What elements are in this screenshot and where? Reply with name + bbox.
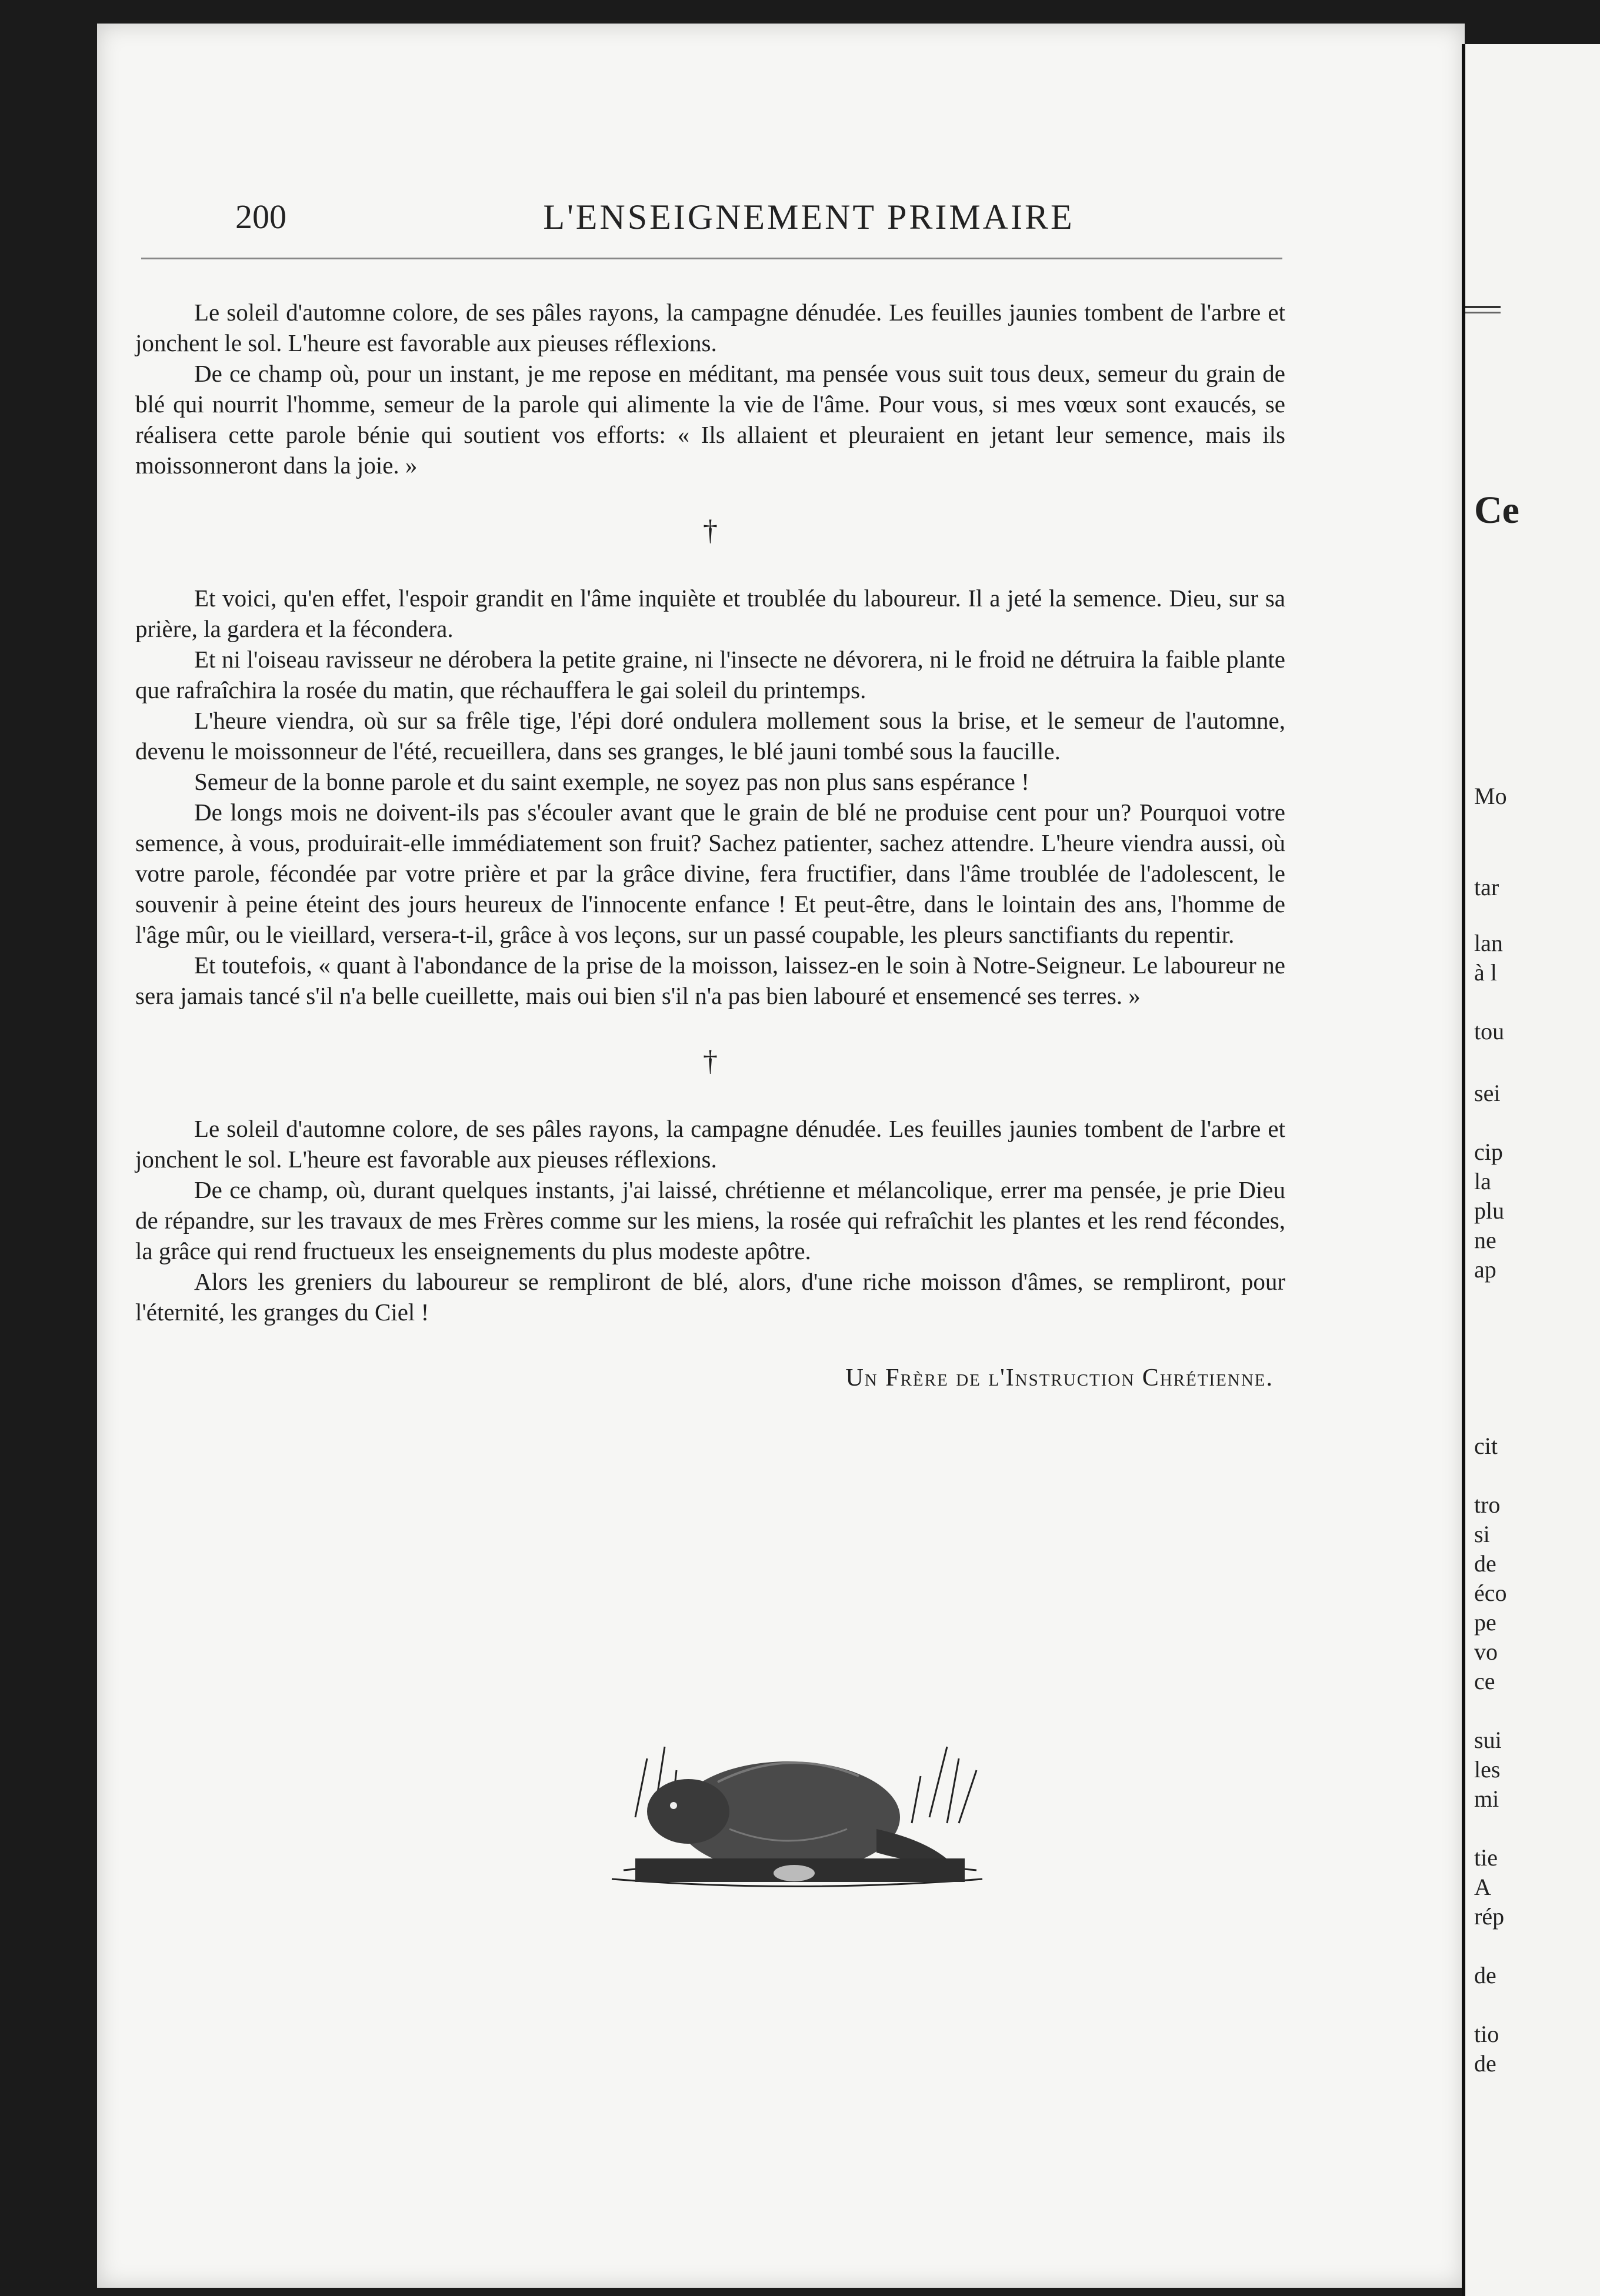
page-header	[235, 188, 1382, 259]
facing-text: de	[1474, 1550, 1496, 1577]
facing-text: tro	[1474, 1491, 1501, 1518]
page-number: 200	[235, 198, 286, 236]
facing-text: la	[1474, 1168, 1491, 1194]
facing-text: lan	[1474, 930, 1503, 956]
paragraph: Alors les greniers du laboureur se rempliront de blé, alors, d'une riche moisson d'âmes, se rempliront, pour l'éternité, les granges du Ciel !	[135, 1268, 1285, 1326]
facing-text: de	[1474, 2050, 1496, 2077]
facing-text: ne	[1474, 1227, 1496, 1253]
facing-rule	[1465, 306, 1501, 308]
facing-text: A	[1474, 1874, 1491, 1900]
facing-page-edge	[1462, 44, 1600, 2296]
facing-text: plu	[1474, 1197, 1505, 1224]
facing-text: si	[1474, 1521, 1490, 1547]
beaver-vignette-illustration	[600, 1676, 988, 1911]
paragraph: Le soleil d'automne colore, de ses pâles rayons, la campagne dénudée. Les feuilles jaunies tombent de l'arbre et jonchent le sol. L'heure est favorable aux pieuses réflexions.	[135, 1115, 1285, 1173]
facing-text: ap	[1474, 1256, 1496, 1283]
cross-separator: †	[703, 1044, 718, 1077]
facing-text: rép	[1474, 1903, 1505, 1930]
article-body	[135, 297, 1285, 1393]
paragraph: Le soleil d'automne colore, de ses pâles rayons, la campagne dénudée. Les feuilles jaunies tombent de l'arbre et jonchent le sol. L'heure est favorable aux pieuses réflexions.	[135, 299, 1285, 356]
paragraph: De ce champ, où, durant quelques instants, j'ai laissé, chrétienne et mélancolique, errer ma pensée, je prie Dieu de répandre, sur les travaux de mes Frères comme sur les miens, la rosée qui refraîchit les plantes et les rend fécondes, la grâce qui rend fructueux les enseignements du plus modeste apôtre.	[135, 1176, 1285, 1264]
facing-text: pe	[1474, 1609, 1496, 1636]
facing-text: mi	[1474, 1786, 1499, 1812]
facing-text: éco	[1474, 1580, 1507, 1606]
facing-text: sui	[1474, 1727, 1502, 1753]
facing-text: tie	[1474, 1844, 1498, 1871]
facing-text: Ce	[1474, 489, 1519, 532]
paragraph: L'heure viendra, où sur sa frêle tige, l'épi doré ondulera mollement sous la brise, et le semeur de l'automne, devenu le moissonneur de l'été, recueillera, dans ses granges, le blé jauni tombé sous la faucille.	[135, 707, 1285, 765]
facing-text: tio	[1474, 2021, 1499, 2047]
paragraph: Et ni l'oiseau ravisseur ne dérobera la petite graine, ni l'insecte ne dévorera, ni le froid ne détruira la faible plante que rafraîchira la rosée du matin, que réchauffera le gai soleil du printemps.	[135, 646, 1285, 703]
cross-separator: †	[703, 513, 718, 546]
facing-text: Mo	[1474, 783, 1507, 809]
paragraph: Et voici, qu'en effet, l'espoir grandit en l'âme inquiète et troublée du laboureur. Il a jeté la semence. Dieu, sur sa prière, la gardera et la fécondera.	[135, 585, 1285, 642]
facing-text: les	[1474, 1756, 1501, 1783]
paragraph: De longs mois ne doivent-ils pas s'écouler avant que le grain de blé ne produise cent pour un? Pourquoi votre semence, à vous, produirait-elle immédiatement son fruit? Sachez patienter, sachez attendre. L'heure viendra aussi, où votre parole, fécondée par votre prière et par la grâce divine, fera fructifier, dans l'âme troublée de l'adolescent, le souvenir à peine éteint des jours heureux de l'innocente enfance ! Et peut-être, dans le lointain des ans, l'homme de l'âge mûr, ou le vieillard, versera-t-il, grâce à vos leçons, sur un passé coupable, les pleurs sanctifiants du repentir.	[135, 799, 1285, 948]
signature: Un Frère de l'Instruction Chrétienne.	[845, 1364, 1274, 1391]
facing-text: à l	[1474, 959, 1497, 986]
facing-text: cip	[1474, 1139, 1503, 1165]
paragraph: Et toutefois, « quant à l'abondance de la prise de la moisson, laissez-en le soin à Notre-Seigneur. Le laboureur ne sera jamais tancé s'il n'a belle cueillette, mais oui bien s'il n'a pas bien labouré et ensemencé ses terres. »	[135, 952, 1285, 1009]
facing-text: sei	[1474, 1080, 1501, 1106]
facing-text: de	[1474, 1962, 1496, 1988]
header-rule	[141, 258, 1282, 259]
paragraph: De ce champ où, pour un instant, je me repose en méditant, ma pensée vous suit tous deux, semeur du grain de blé qui nourrit l'homme, semeur de la parole qui alimente la vie de l'âme. Pour vous, si mes vœux sont exaucés, se réalisera cette parole bénie qui soutient vos efforts: « Ils allaient et pleuraient en jetant leur semence, mais ils moissonneront dans la joie. »	[135, 360, 1285, 479]
facing-text: vo	[1474, 1638, 1498, 1665]
facing-text: ce	[1474, 1668, 1495, 1694]
facing-rule	[1465, 312, 1501, 313]
paragraph: Semeur de la bonne parole et du saint exemple, ne soyez pas non plus sans espérance !	[194, 768, 1029, 795]
running-title: L'ENSEIGNEMENT PRIMAIRE	[543, 198, 1075, 236]
facing-text: tou	[1474, 1018, 1505, 1044]
facing-text: cit	[1474, 1433, 1498, 1459]
facing-text: tar	[1474, 874, 1499, 900]
